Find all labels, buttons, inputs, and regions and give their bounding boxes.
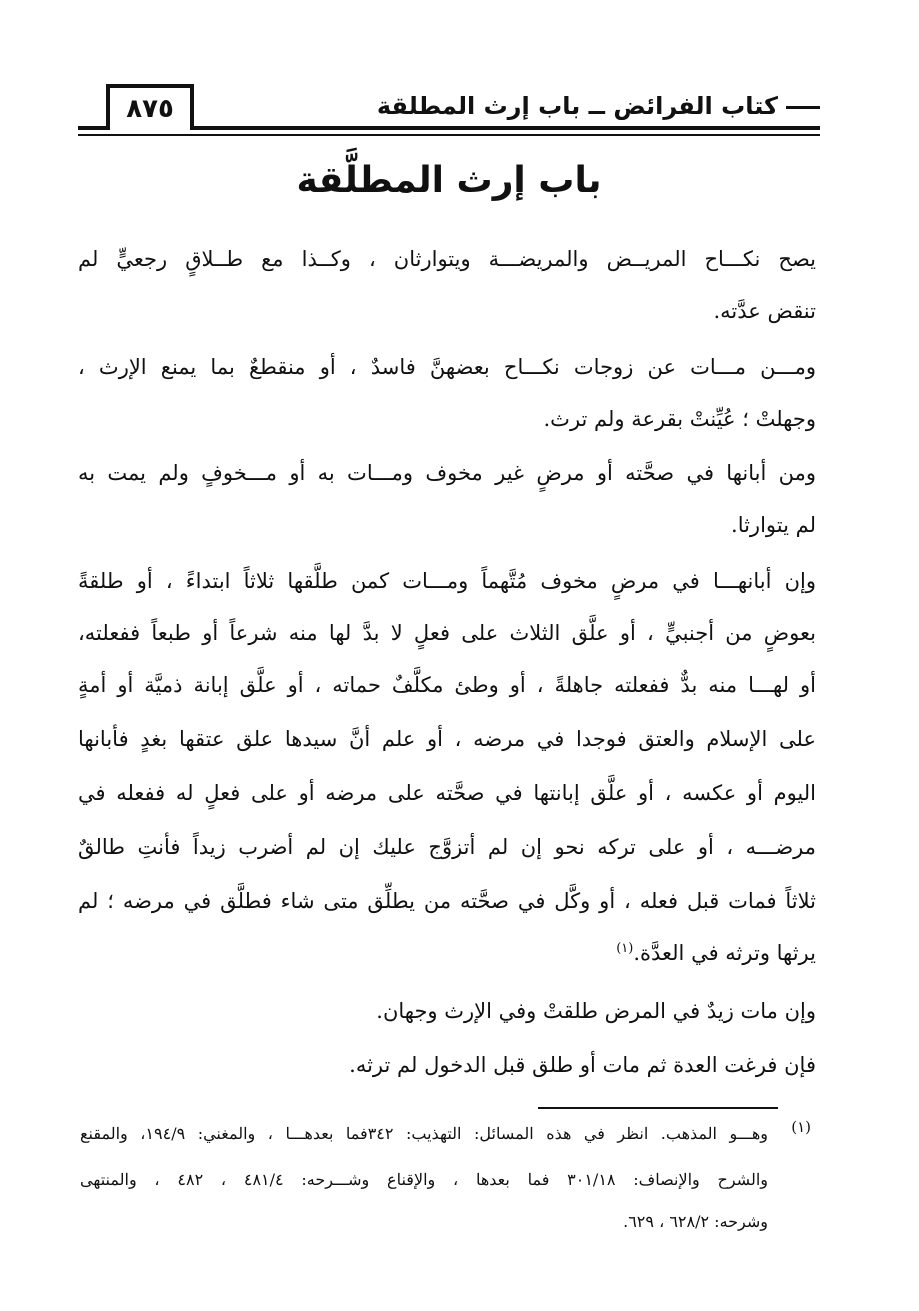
chapter-title: باب إرث المطلَّقة (296, 160, 602, 201)
text-line: وجهلتْ ؛ عُيِّنتْ بقرعة ولم ترث. (543, 407, 816, 431)
footnote-line: والشرح والإنصاف: ٣٠١/١٨ فما بعدها ، والإقناع وشـــرحه: ٤٨١/٤ ، ٤٨٢ ، والمنتهى (80, 1170, 768, 1189)
text-line-with-footnote (78, 938, 816, 968)
text-line: وإن مات زيدٌ في المرض طلقتْ وفي الإرث وجهان. (376, 999, 816, 1023)
text-line: بعوضٍ من أجنبيٍّ ، أو علَّق الثلاث على فعلٍ لا بدَّ لها منه شرعاً أو طبعاً ففعلته، (78, 621, 816, 645)
header-lead-dash (786, 106, 820, 109)
text-line: أو لهـــا منه بدٌّ ففعلته جاهلةً ، أو وطئ مكلَّفٌ حماته ، أو علَّق إبانة ذميَّة أو أمةٍ (78, 673, 816, 697)
text-line: ثلاثاً فمات قبل فعله ، أو وكَّل في صحَّته من يطلِّق متى شاء فطلَّق في مرضه ؛ لم (78, 889, 816, 913)
text-line: يصح نكـــاح المريــض والمريضـــة ويتوارثان ، وكــذا مع طــلاقٍ رجعيٍّ لم (78, 247, 816, 271)
text-line: ومـــن مـــات عن زوجات نكـــاح بعضهنَّ فاسدٌ ، أو منقطعٌ بما يمنع الإرث ، (78, 355, 816, 379)
text-line: ومن أبانها في صحَّته أو مرضٍ غير مخوف ومـــات به أو مـــخوفٍ ولم يمت به (78, 461, 816, 485)
footnote-line: وهـــو المذهب. انظر في هذه المسائل: التهذيب: ٣٤٢فما بعدهـــا ، والمغني: ١٩٤/٩، والمقنع (80, 1124, 768, 1143)
text-line: على الإسلام والعتق فوجدا في مرضه ، أو علم أنَّ سيدها علق عتقها بغدٍ فأبانها (78, 727, 816, 751)
text-line: اليوم أو عكسه ، أو علَّق إبانتها في صحَّته على مرضه أو على فعلٍ له ففعله في (78, 781, 816, 805)
running-title-text: كتاب الفرائض ــ باب إرث المطلقة (376, 92, 778, 120)
header-rule-thin (78, 134, 820, 136)
footnote-number: (١) (791, 1118, 811, 1136)
running-header (78, 78, 820, 138)
text-line: لم يتوارثا. (731, 513, 816, 537)
footnote-reference[interactable]: (١) (616, 941, 634, 956)
text-line: فإن فرغت العدة ثم مات أو طلق قبل الدخول لم ترثه. (349, 1053, 816, 1077)
text-line: يرثها وترثه في العدَّة. (633, 941, 816, 965)
footnote-separator (538, 1107, 778, 1109)
text-line: مرضـــه ، أو على تركه نحو إن لم أتزوَّج عليك إن لم أضرب زيداً فأنتِ طالقٌ (78, 835, 816, 859)
text-line: وإن أبانهـــا في مرضٍ مخوف مُتَّهماً ومـــات كمن طلَّقها ثلاثاً ابتداءً ، أو طلقةً (78, 569, 816, 593)
page-number: ٨٧٥ (106, 84, 194, 130)
footnote-line: وشرحه: ٦٢٨/٢ ، ٦٢٩. (623, 1212, 768, 1231)
running-title (369, 92, 820, 120)
text-line: تنقض عدَّته. (713, 299, 816, 323)
